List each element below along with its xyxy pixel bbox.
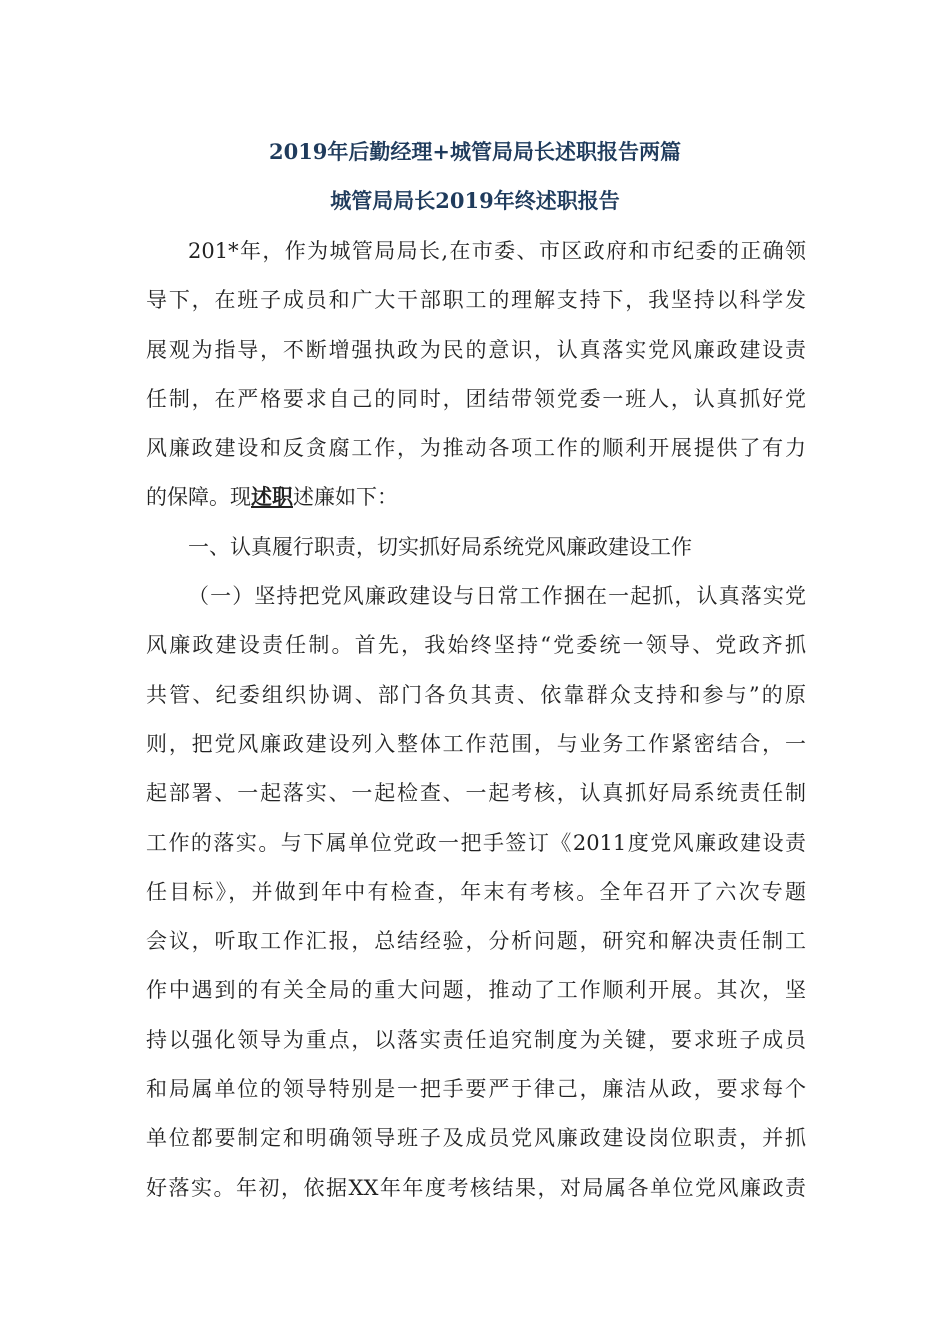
document-body [146,233,806,1219]
body-line: 工作的落实。与下属单位党政一把手签订《2011度党风廉政建设责 [146,830,806,855]
body-line: 共管、纪委组织协调、部门各负其责、依靠群众支持和参与”的原 [146,682,806,707]
body-line: 则，把党风廉政建设列入整体工作范围，与业务工作紧密结合，一 [146,731,806,756]
body-line [146,479,806,528]
body-line: 作中遇到的有关全局的重大问题，推动了工作顺利开展。其次，坚 [146,978,806,1003]
body-line: 导下，在班子成员和广大干部职工的理解支持下，我坚持以科学发 [146,288,806,313]
document-subtitle: 城管局局长2019年终述职报告 [330,188,620,213]
body-line: 好落实。年初，依据XX年年度考核结果，对局属各单位党风廉政责 [146,1175,806,1200]
body-line: 展观为指导，不断增强执政为民的意识，认真落实党风廉政建设责 [146,337,806,362]
body-line: 风廉政建设和反贪腐工作，为推动各项工作的顺利开展提供了有力 [146,436,806,461]
underlined-term: 述职 [251,484,293,510]
section-heading: 一、认真履行职责，切实抓好局系统党风廉政建设工作 [188,534,692,559]
body-line: 起部署、一起落实、一起检查、一起考核，认真抓好局系统责任制 [146,781,806,806]
body-line: 持以强化领导为重点，以落实责任追究制度为关键，要求班子成员 [146,1027,806,1052]
body-line: 会议，听取工作汇报，总结经验，分析问题，研究和解决责任制工 [146,929,806,954]
body-line: （一）坚持把党风廉政建设与日常工作捆在一起抓，认真落实党 [188,584,806,609]
body-line: 和局属单位的领导特别是一把手要严于律己，廉洁从政，要求每个 [146,1077,806,1102]
body-line: 任制，在严格要求自己的同时，团结带领党委一班人，认真抓好党 [146,386,806,411]
body-text: 的保障。现 [146,485,251,510]
body-line: 任目标》，并做到年中有检查，年末有考核。全年召开了六次专题 [146,879,806,904]
body-line: 风廉政建设责任制。首先，我始终坚持“党委统一领导、党政齐抓 [146,633,806,658]
body-line: 单位都要制定和明确领导班子及成员党风廉政建设岗位职责，并抓 [146,1126,806,1151]
body-text: 述廉如下： [293,485,398,510]
body-line: 201*年，作为城管局局长,在市委、市区政府和市纪委的正确领 [188,239,806,263]
document-title: 2019年后勤经理+城管局局长述职报告两篇 [268,139,682,164]
